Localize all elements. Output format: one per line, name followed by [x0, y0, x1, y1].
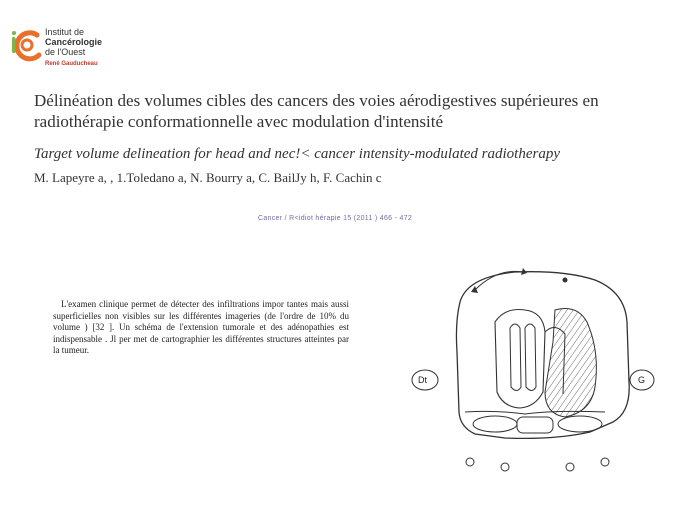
lower-curve	[465, 411, 605, 414]
label-left: Dt	[418, 375, 427, 385]
tumor-hatched-zone	[545, 309, 596, 418]
journal-citation: Cancer / R<idiot hérapie 15 (2011 ) 466 - 472	[258, 215, 413, 222]
head-outline	[456, 272, 629, 439]
vertebra-shape	[517, 417, 553, 433]
logo-line-3: de l'Ouest	[45, 47, 86, 57]
curved-arrow	[475, 271, 523, 290]
logo-line-1: Institut de	[45, 27, 85, 37]
logo-subline: René Gauducheau	[45, 61, 98, 67]
page-title: Délinéation des volumes cibles des cancers des voies aérodigestives supérieures en radiothérapie conformationnelle avec modulation d'intensité	[34, 91, 599, 131]
oral-cavity-diagram	[405, 262, 670, 477]
small-circle	[501, 463, 509, 471]
small-circle	[466, 458, 474, 466]
logo-mark-icon	[10, 27, 44, 67]
inner-structure	[495, 310, 545, 409]
lower-right-shape	[558, 416, 602, 432]
logo-line-2: Cancérologie	[45, 37, 103, 47]
english-subtitle: Target volume delineation for head and nec!< cancer intensity-modulated radiotherapy	[34, 146, 560, 162]
institute-logo	[10, 27, 120, 73]
tongue-right	[525, 324, 536, 391]
dot-marker	[563, 278, 568, 283]
tongue-left	[510, 324, 521, 391]
arrow-tail-icon	[471, 286, 478, 293]
authors-line: M. Lapeyre a, , 1.Toledano a, N. Bourry a, C. BailJy h, F. Cachin c	[34, 170, 382, 185]
body-paragraph: L'examen clinique permet de détecter des infiltrations impor tantes mais aussi superficielles non visibles sur les différentes imageries (de l'ordre de 10% du volume ) [32 ]. Un schéma de l'extension tumorale et des adénopathies est indispensable . Jl per met de cartographier les différentes structures atteintes par la tumeur.	[53, 299, 349, 356]
small-circle	[601, 458, 609, 466]
label-right: G	[638, 375, 646, 385]
small-circle	[566, 463, 574, 471]
lower-left-shape	[473, 416, 517, 432]
